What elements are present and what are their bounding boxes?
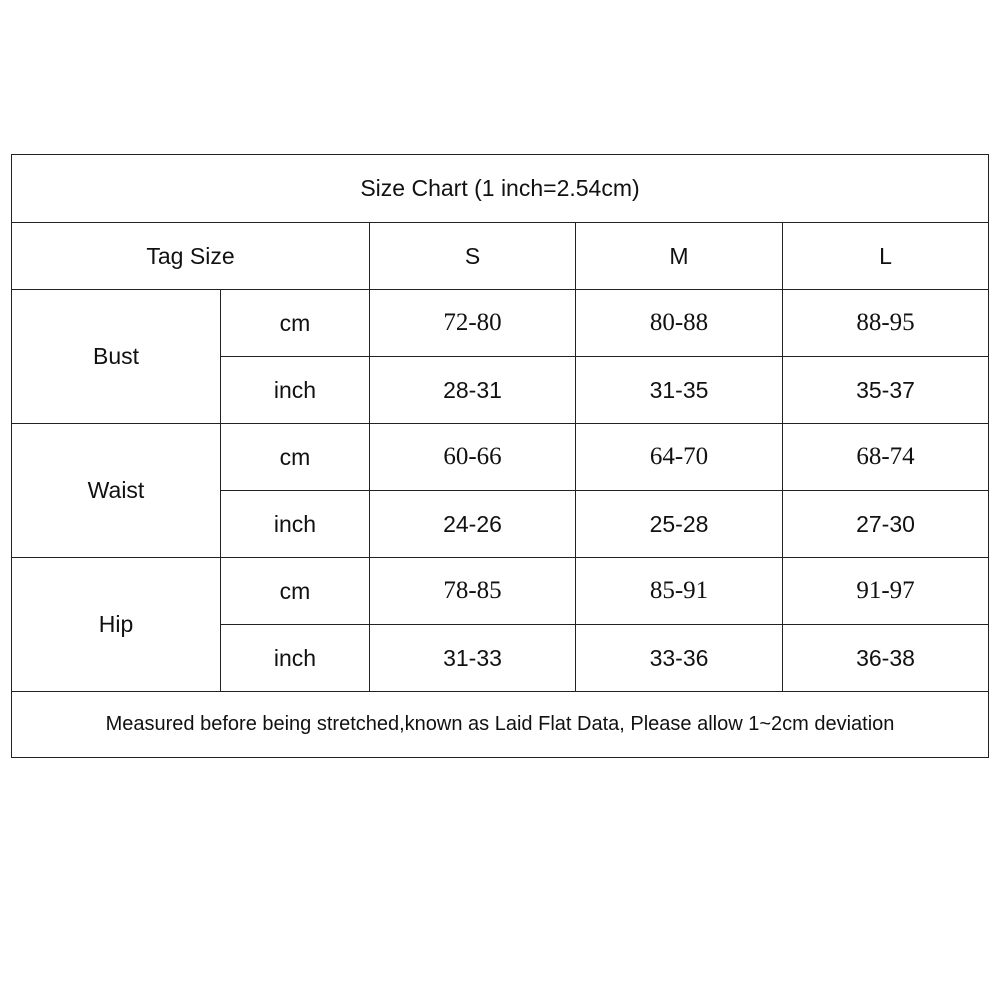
measurement-label-waist: Waist (12, 424, 221, 558)
measurement-label-hip: Hip (12, 558, 221, 692)
waist-cm-m: 64-70 (576, 424, 783, 491)
hip-inch-l: 36-38 (783, 625, 989, 692)
waist-cm-s: 60-66 (370, 424, 576, 491)
bust-inch-m: 31-35 (576, 357, 783, 424)
chart-title: Size Chart (1 inch=2.54cm) (12, 155, 989, 223)
unit-label-inch: inch (221, 491, 370, 558)
unit-label-cm: cm (221, 290, 370, 357)
hip-cm-s: 78-85 (370, 558, 576, 625)
bust-cm-row (12, 290, 989, 357)
bust-inch-l: 35-37 (783, 357, 989, 424)
tag-size-label: Tag Size (12, 223, 370, 290)
deviation-note: Measured before being stretched,known as Laid Flat Data, Please allow 1~2cm deviation (12, 692, 989, 758)
size-header-m: M (576, 223, 783, 290)
size-chart-table (11, 154, 989, 758)
waist-cm-row (12, 424, 989, 491)
waist-inch-s: 24-26 (370, 491, 576, 558)
hip-cm-l: 91-97 (783, 558, 989, 625)
unit-label-inch: inch (221, 357, 370, 424)
unit-label-cm: cm (221, 558, 370, 625)
waist-cm-l: 68-74 (783, 424, 989, 491)
bust-cm-m: 80-88 (576, 290, 783, 357)
header-row (12, 223, 989, 290)
size-header-l: L (783, 223, 989, 290)
size-header-s: S (370, 223, 576, 290)
unit-label-inch: inch (221, 625, 370, 692)
waist-inch-l: 27-30 (783, 491, 989, 558)
hip-inch-m: 33-36 (576, 625, 783, 692)
note-row (12, 692, 989, 758)
waist-inch-m: 25-28 (576, 491, 783, 558)
hip-cm-row (12, 558, 989, 625)
hip-inch-s: 31-33 (370, 625, 576, 692)
bust-inch-s: 28-31 (370, 357, 576, 424)
title-row (12, 155, 989, 223)
bust-cm-s: 72-80 (370, 290, 576, 357)
unit-label-cm: cm (221, 424, 370, 491)
bust-cm-l: 88-95 (783, 290, 989, 357)
hip-cm-m: 85-91 (576, 558, 783, 625)
measurement-label-bust: Bust (12, 290, 221, 424)
